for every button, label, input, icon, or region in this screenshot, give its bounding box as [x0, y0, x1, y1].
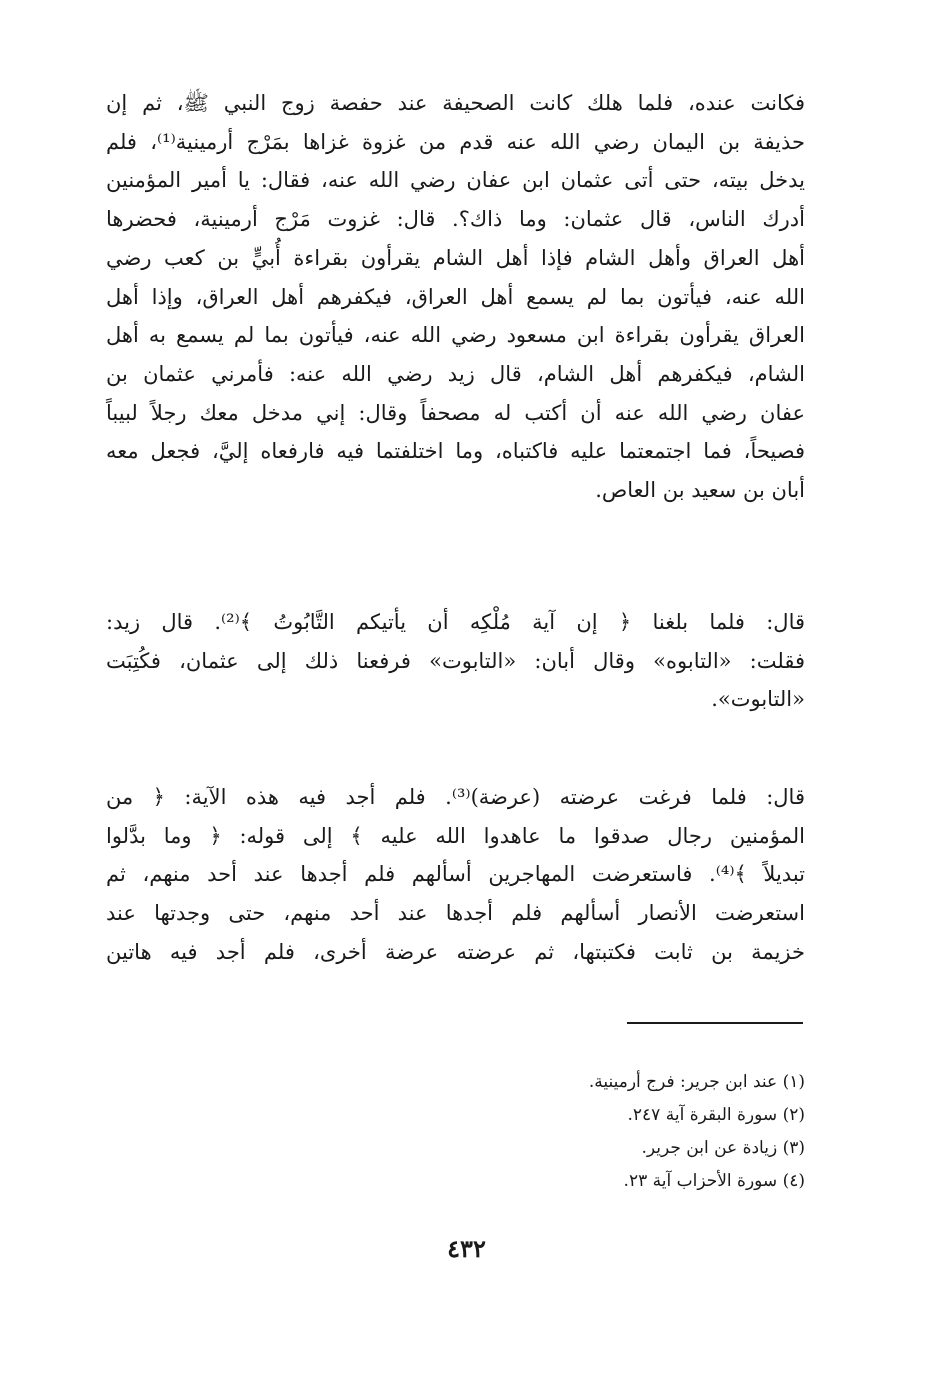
text-line: أدرك الناس، قال عثمان: وما ذاك؟. قال: غزوت مَرْج أرمينية، فحضرها	[106, 207, 805, 232]
footnote-4: (٤) سورة الأحزاب آية ٢٣.	[623, 1171, 805, 1191]
paragraph-3	[106, 778, 805, 972]
paragraph-1	[106, 84, 805, 510]
text-line: أبان بن سعيد بن العاص.	[595, 478, 805, 503]
text-line: حذيفة بن اليمان رضي الله عنه قدم من غزوة غزاها بمَرْج أرمينية⁽¹⁾، فلم	[106, 129, 806, 154]
text-line: يدخل بيته، حتى أتى عثمان ابن عفان رضي الله عنه، فقال: يا أمير المؤمنين	[106, 168, 805, 193]
paragraph-2	[106, 603, 805, 719]
text-line: استعرضت الأنصار أسألهم فلم أجدها عند أحد منهم، حتى وجدتها عند	[106, 901, 805, 926]
text-line: أهل العراق وأهل الشام فإذا أهل الشام يقرأون بقراءة أُبيٍّ بن كعب رضي	[106, 245, 805, 270]
text-line: «التابوت».	[711, 687, 805, 712]
text-line: الله عنه، فيأتون بما لم يسمع أهل العراق، فيكفرهم أهل العراق، وإذا أهل	[106, 284, 805, 309]
footnotes	[405, 1066, 805, 1198]
text-line: المؤمنين رجال صدقوا ما عاهدوا الله عليه ﴾ إلى قوله: ﴿ وما بدَّلوا	[106, 823, 805, 848]
text-line: العراق يقرأون بقراءة ابن مسعود رضي الله عنه، فيأتون بما لم يسمع به أهل	[106, 323, 805, 348]
footnote-divider	[627, 1022, 803, 1024]
footnote-1: (١) عند ابن جرير: فرج أرمينية.	[588, 1072, 805, 1092]
text-line: فقلت: «التابوه» وقال أبان: «التابوت» فرفعنا ذلك إلى عثمان، فكُتِبَت	[106, 648, 805, 673]
text-line: تبديلاً ﴾⁽⁴⁾. فاستعرضت المهاجرين أسألهم فلم أجدها عند أحد منهم، ثم	[106, 862, 806, 887]
text-line: فكانت عنده، فلما هلك كانت الصحيفة عند حفصة زوج النبي ﷺ، ثم إن	[106, 91, 805, 115]
text-line: عفان رضي الله عنه أن أكتب له مصحفاً وقال: إني مدخل معك رجلاً لبيباً	[106, 400, 805, 425]
footnote-2: (٢) سورة البقرة آية ٢٤٧.	[627, 1105, 805, 1125]
text-line: خزيمة بن ثابت فكتبتها، ثم عرضته عرضة أخرى، فلم أجد فيه هاتين	[106, 939, 805, 964]
footnote-3: (٣) زيادة عن ابن جرير.	[641, 1138, 805, 1158]
page-number: ٤٣٢	[447, 1234, 486, 1263]
text-line: قال: فلما فرغت عرضته (عرضة)⁽³⁾. فلم أجد فيه هذه الآية: ﴿ من	[106, 785, 805, 809]
text-line: الشام، فيكفرهم أهل الشام، قال زيد رضي الله عنه: فأمرني عثمان بن	[106, 361, 805, 386]
text-line: قال: فلما بلغنا ﴿ إن آية مُلْكِه أن يأتيكم التَّابُوتُ ﴾⁽²⁾. قال زيد:	[106, 610, 806, 634]
text-line: فصيحاً، فما اجتمعتما عليه فاكتباه، وما اختلفتما فيه فارفعاه إليَّ، فجعل معه	[106, 439, 805, 464]
